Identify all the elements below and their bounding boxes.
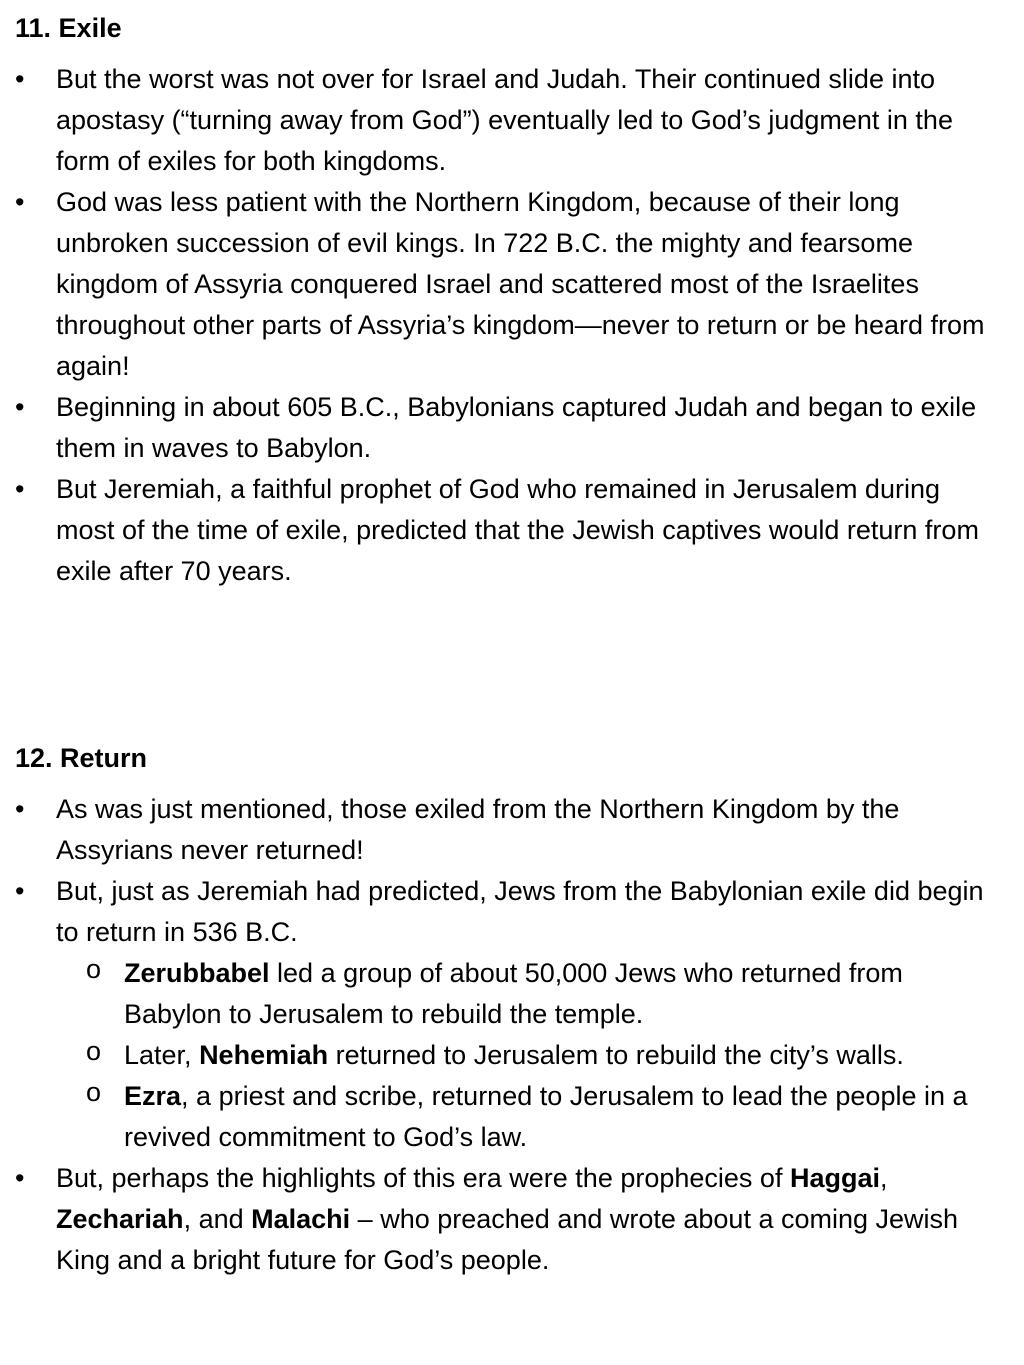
return-bullet-2	[15, 871, 1005, 1158]
heading-exile: 11. Exile	[15, 13, 122, 43]
return-bullet-1: • As was just mentioned, those exiled from the Northern Kingdom by the Assyrians never returned!	[15, 789, 1005, 871]
exile-bullet-2: • God was less patient with the Northern Kingdom, because of their long unbroken succession of evil kings. In 722 B.C. the mighty and fearsome kingdom of Assyria conquered Israel and scattered most of the Israelites throughout other parts of Assyria’s kingdom—never to return or be heard from again!	[15, 182, 1005, 387]
return-sub-2-text: returned to Jerusalem to rebuild the city’s walls.	[328, 1040, 904, 1070]
return-sub-list	[56, 953, 1005, 1158]
exile-bullet-list	[15, 59, 1005, 592]
exile-bullet-3: • Beginning in about 605 B.C., Babylonians captured Judah and began to exile them in waves to Babylon.	[15, 387, 1005, 469]
name-ezra: Ezra	[124, 1081, 182, 1111]
return-bullet-3-pre: But, perhaps the highlights of this era were the prophecies of	[56, 1163, 790, 1193]
return-bullet-3-sep2: , and	[183, 1204, 252, 1234]
name-nehemiah: Nehemiah	[199, 1040, 329, 1070]
return-bullet-3	[15, 1158, 1005, 1281]
name-zechariah: Zechariah	[56, 1204, 184, 1234]
return-sub-2-pre: Later,	[124, 1040, 200, 1070]
exile-bullet-4: • But Jeremiah, a faithful prophet of God who remained in Jerusalem during most of the time of exile, predicted that the Jewish captives would return from exile after 70 years.	[15, 469, 1005, 592]
name-malachi: Malachi	[251, 1204, 351, 1234]
name-zerubbabel: Zerubbabel	[124, 958, 270, 988]
return-sub-1-text: led a group of about 50,000 Jews who returned from Babylon to Jerusalem to rebuild the temple.	[124, 958, 903, 1029]
return-sub-3-text: , a priest and scribe, returned to Jerusalem to lead the people in a revived commitment to God’s law.	[124, 1081, 968, 1152]
return-sub-2	[56, 1035, 1005, 1076]
name-haggai: Haggai	[789, 1163, 880, 1193]
return-sub-3	[56, 1076, 1005, 1158]
section-return	[15, 738, 1005, 1281]
return-sub-1	[56, 953, 1005, 1035]
exile-bullet-1: • But the worst was not over for Israel and Judah. Their continued slide into apostasy (“turning away from God”) eventually led to God’s judgment in the form of exiles for both kingdoms.	[15, 59, 1005, 182]
return-bullet-list	[15, 789, 1005, 1281]
return-bullet-3-sep1: ,	[879, 1163, 888, 1193]
section-exile	[15, 8, 1005, 592]
heading-return: 12. Return	[15, 743, 148, 773]
return-bullet-2-text: But, just as Jeremiah had predicted, Jews from the Babylonian exile did begin to return in 536 B.C.	[56, 876, 984, 947]
return-bullet-3-text: – who preached and wrote about a coming Jewish King and a bright future for God’s people.	[56, 1204, 959, 1275]
